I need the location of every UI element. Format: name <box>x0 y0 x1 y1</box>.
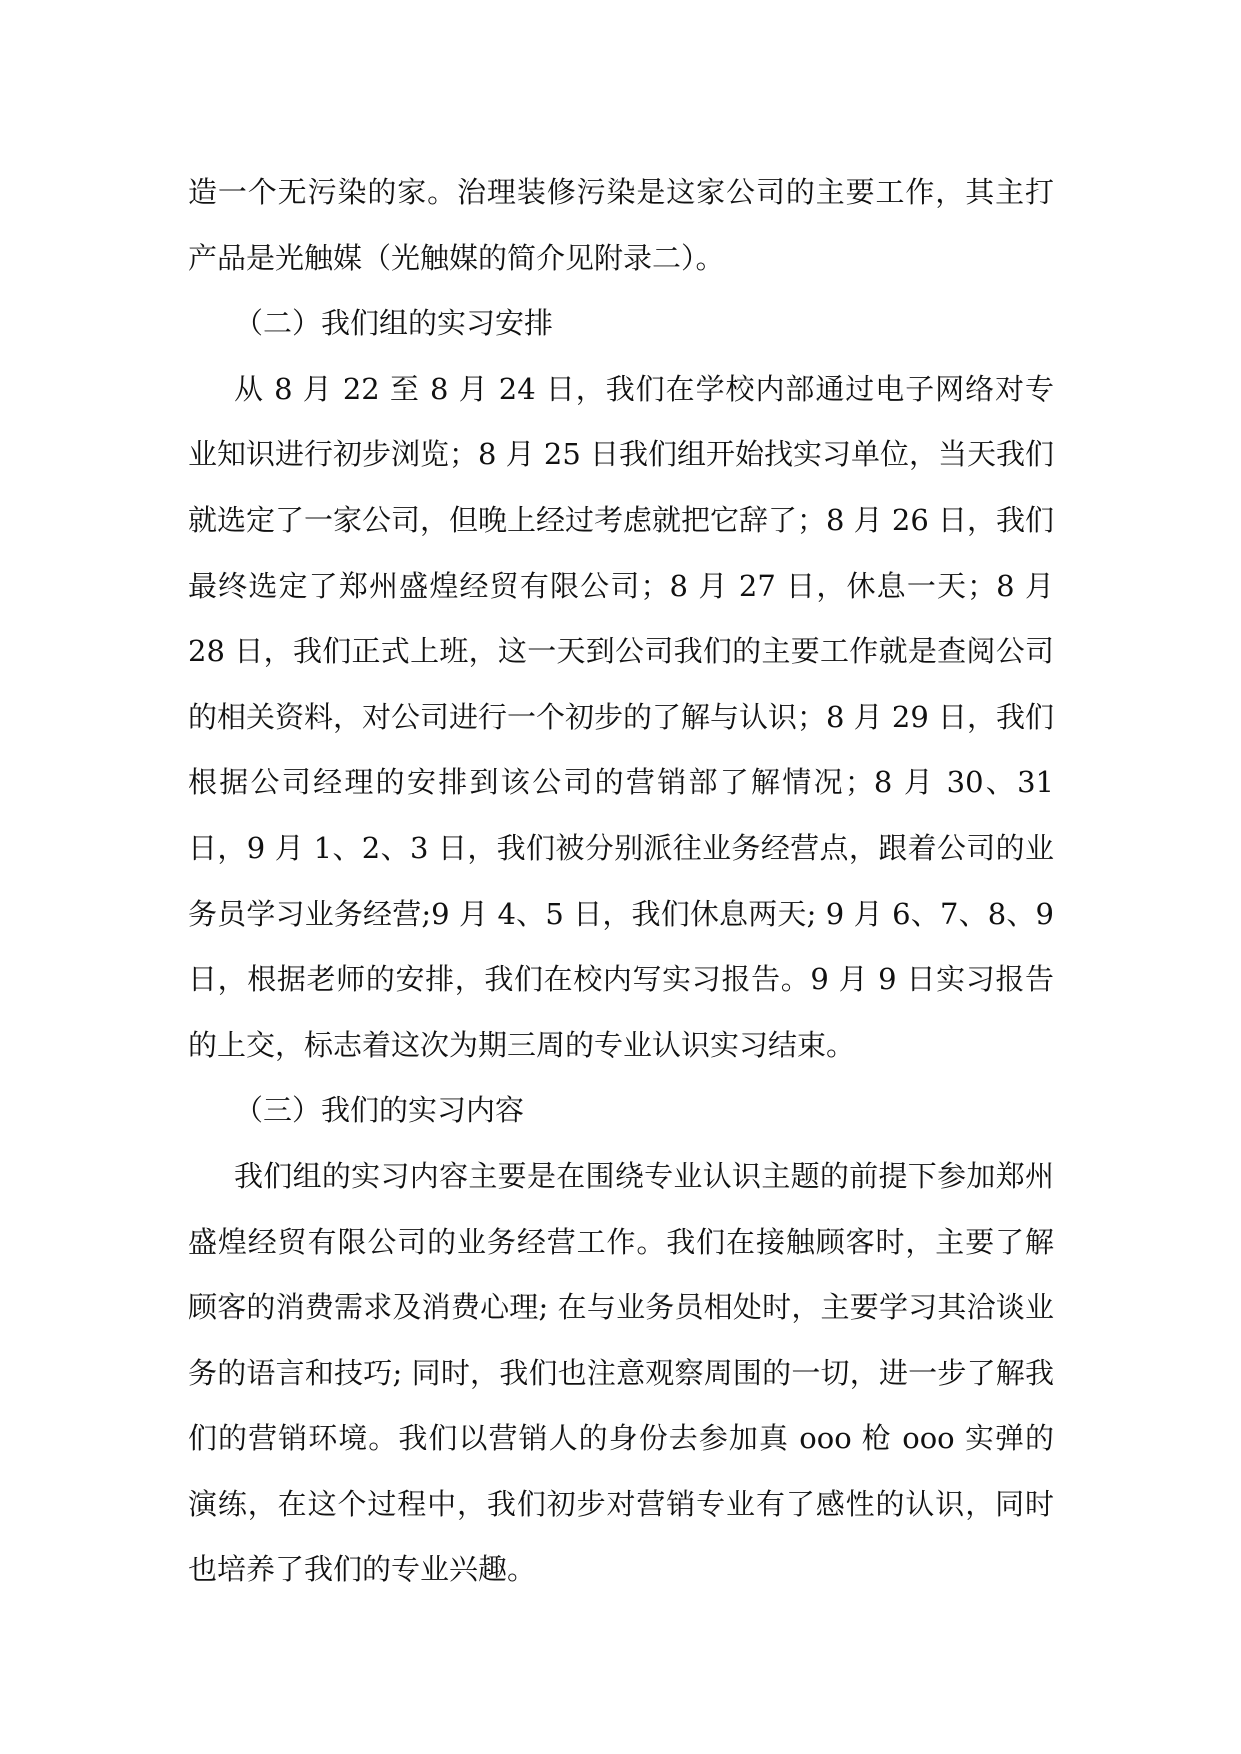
paragraph-intro-continuation: 造一个无污染的家。治理装修污染是这家公司的主要工作，其主打产品是光触媒（光触媒的简介见附录二）。 <box>188 175 1054 275</box>
section-heading-schedule: （二）我们组的实习安排 <box>234 306 554 341</box>
document-body <box>188 160 1054 1603</box>
section-heading-content: （三）我们的实习内容 <box>234 1093 525 1128</box>
paragraph-schedule: 从 8 月 22 至 8 月 24 日，我们在学校内部通过电子网络对专业知识进行初步浏览；8 月 25 日我们组开始找实习单位，当天我们就选定了一家公司，但晚上经过考虑就把它辞了；8 月 26 日，我们最终选定了郑州盛煌经贸有限公司；8 月 27 日，休息一天；8 月 28 日，我们正式上班，这一天到公司我们的主要工作就是查阅公司的相关资料，对公司进行一个初步的了解与认识；8 月 29 日，我们根据公司经理的安排到该公司的营销部了解情况；8 月 30、31 日，9 月 1、2、3 日，我们被分别派往业务经营点，跟着公司的业务员学习业务经营;9 月 4、5 日，我们休息两天; 9 月 6、7、8、9 日，根据老师的安排，我们在校内写实习报告。9 月 9 日实习报告的上交，标志着这次为期三周的专业认识实习结束。 <box>188 371 1055 1062</box>
paragraph-content: 我们组的实习内容主要是在围绕专业认识主题的前提下参加郑州盛煌经贸有限公司的业务经营工作。我们在接触顾客时，主要了解顾客的消费需求及消费心理; 在与业务员相处时，主要学习其洽谈业务的语言和技巧; 同时，我们也注意观察周围的一切，进一步了解我们的营销环境。我们以营销人的身份去参加真 ooo 枪 ooo 实弹的演练，在这个过程中，我们初步对营销专业有了感性的认识，同时也培养了我们的专业兴趣。 <box>188 1158 1054 1587</box>
